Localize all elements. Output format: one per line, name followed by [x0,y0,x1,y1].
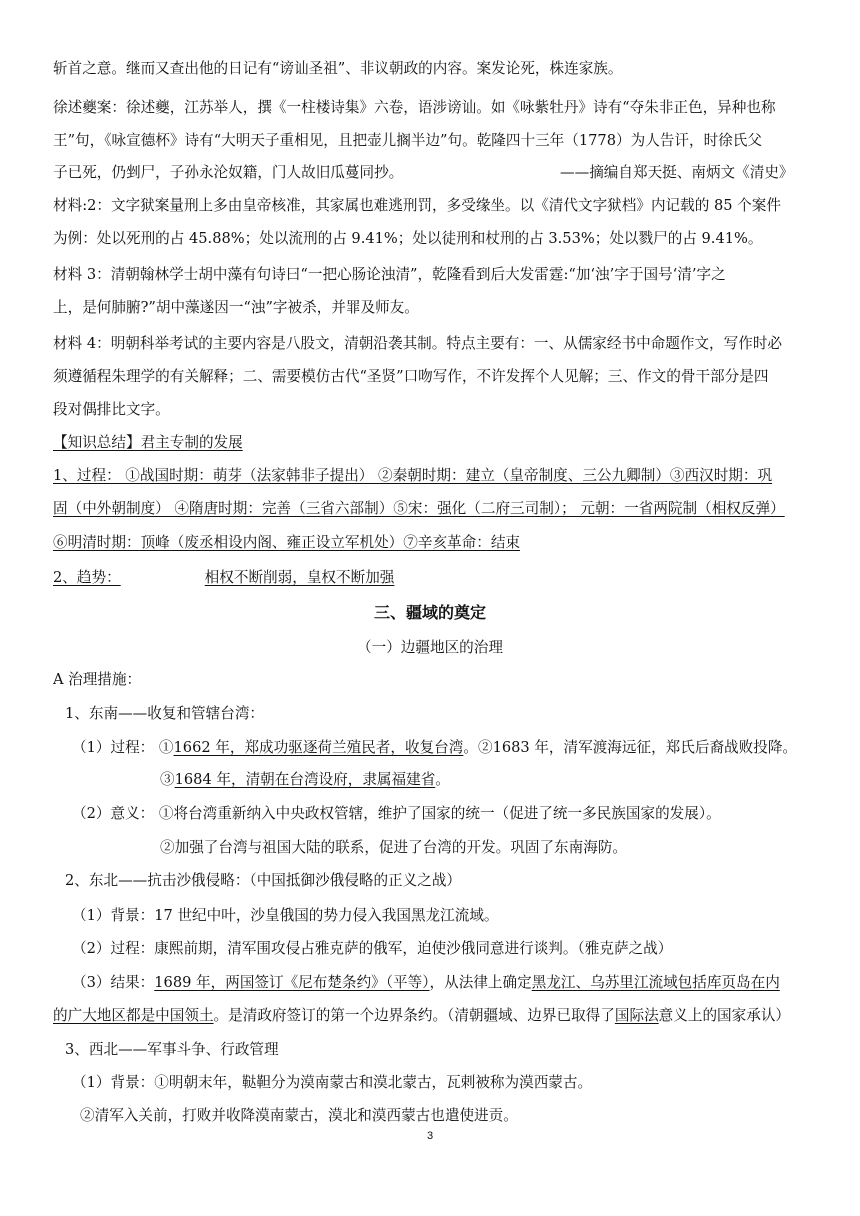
southeast-title: 1、东南——收复和管辖台湾： [65,705,265,722]
summary-trend [53,568,813,588]
result-mid: ，从法律上确定 [429,974,532,991]
text-line: 为例：处以死刑的占 45.88%；处以流刑的占 9.41%；处以徒刑和杖刑的占 3.53%；处以戮尸的占 9.41%。 [53,230,763,247]
measures-label: A 治理措施： [53,671,142,688]
northeast-background: （1）背景：17 世纪中叶，沙皇俄国的势力侵入我国黑龙江流域。 [72,907,499,924]
punctuation: 。 [435,771,450,788]
trend-gap [121,568,205,588]
northwest-title: 3、西北——军事斗争、行政管理 [65,1041,279,1058]
northwest-background-2: ②清军入关前，打败并收降漠南蒙古，漠北和漠西蒙古也遣使进贡。 [80,1107,518,1124]
text-line: 上，是何肺腑?”胡中藻遂因一“浊”字被杀，并罪及师友。 [53,299,419,316]
southeast-significance-1: （2）意义： ①将台湾重新纳入中央政权管辖，维护了国家的统一（促进了统一多民族国家的发展）。 [72,805,721,822]
page-number: 3 [426,1130,434,1142]
summary-process-line: 1、过程： ①战国时期：萌芽（法家韩非子提出） ②秦朝时期：建立（皇帝制度、三公九卿制）③西汉时期：巩 [53,467,773,484]
underlined-text: 1684 年，清朝在台湾设府，隶属福建省 [174,771,436,788]
southeast-process-1 [72,738,832,758]
southeast-significance-2: ②加强了台湾与祖国大陆的联系，促进了台湾的开发。巩固了东南海防。 [160,839,628,856]
section-subheading: （一）边疆地区的治理 [357,639,503,656]
text-line: 斩首之意。继而又查出他的日记有“谤讪圣祖”、非议朝政的内容。案发论死，株连家族。 [53,60,623,77]
underlined-text: 的广大地区都是中国领土 [53,1007,214,1024]
text-line: 段对偶排比文字。 [53,401,170,418]
underlined-text: 黑龙江、乌苏里江流域包括库页岛在内 [531,974,780,991]
text-line: 徐述夔案：徐述夔，江苏举人，撰《一柱楼诗集》六卷，语涉谤讪。如《咏紫牡丹》诗有“夺朱非正色，异种也称 [53,99,776,116]
underlined-text: 1689 年，两国签订《尼布楚条约》（平等） [154,974,430,991]
text-line: 王”句，《咏宣德杯》诗有“大明天子重相见，且把壶儿搁半边”句。乾隆四十三年（1778）为人告讦，时徐氏父 [53,132,762,149]
underlined-text: 1662 年，郑成功驱逐荷兰殖民者，收复台湾 [173,739,464,756]
northeast-result-2 [53,1006,823,1026]
northeast-result-1 [72,973,817,993]
trend-text: 相权不断削弱，皇权不断加强 [204,569,395,586]
summary-title: 【知识总结】君主专制的发展 [53,434,243,451]
trend-label: 2、趋势： [53,569,121,586]
northeast-title: 2、东北——抗击沙俄侵略：（中国抵御沙俄侵略的正义之战） [65,872,462,889]
source-citation: ——摘编自郑天挺、南炳文《清史》 [560,164,794,181]
section-heading: 三、疆域的奠定 [373,603,486,622]
underlined-text: 国际法 [614,1007,659,1024]
summary-process-line: 固（中外朝制度） ④隋唐时期：完善（三省六部制）⑤宋：强化（二府三司制）； 元朝：一省两院制（相权反弹） [53,500,785,517]
result-label: （3）结果： [72,974,155,991]
southeast-process-2 [160,770,860,790]
northwest-background: （1）背景：①明朝末年，鞑靼分为漠南蒙古和漠北蒙古，瓦剌被称为漠西蒙古。 [72,1074,593,1091]
process-rest: 。②1683 年，清军渡海远征，郑氏后裔战败投降。 [463,739,798,756]
result-mid: 。是清政府签订的第一个边界条约。（清朝疆域、边界已取得了 [213,1007,615,1024]
text-line: 子已死，仍剉尸，子孙永沦奴籍，门人故旧瓜蔓同抄。 [53,164,404,181]
text-line: 材料 3：清朝翰林学士胡中藻有句诗曰“一把心肠论浊清”，乾隆看到后大发雷霆:“加‘浊’字于国号‘清’字之 [53,266,726,283]
text-line: 须遵循程朱理学的有关解释；二、需要模仿古代“圣贤”口吻写作，不许发挥个人见解；三、作文的骨干部分是四 [53,368,769,385]
process-label: （1）过程： ① [72,739,174,756]
text-line: 材料:2：文字狱案量刑上多由皇帝核准，其家属也难逃刑罚，多受缘坐。以《清代文字狱档》内记载的 85 个案件 [53,197,781,214]
text-line: 材料 4：明朝科举考试的主要内容是八股文，清朝沿袭其制。特点主要有：一、从儒家经书中命题作文，写作时必 [53,335,783,352]
northeast-process: （2）过程：康熙前期，清军围攻侵占雅克萨的俄军，迫使沙俄同意进行谈判。（雅克萨之战） [72,940,673,957]
numbering: ③ [160,771,175,788]
result-end: 意义上的国家承认） [658,1007,791,1024]
summary-process-line: ⑥明清时期：顶峰（废丞相设内阁、雍正设立军机处）⑦辛亥革命：结束 [53,534,521,551]
